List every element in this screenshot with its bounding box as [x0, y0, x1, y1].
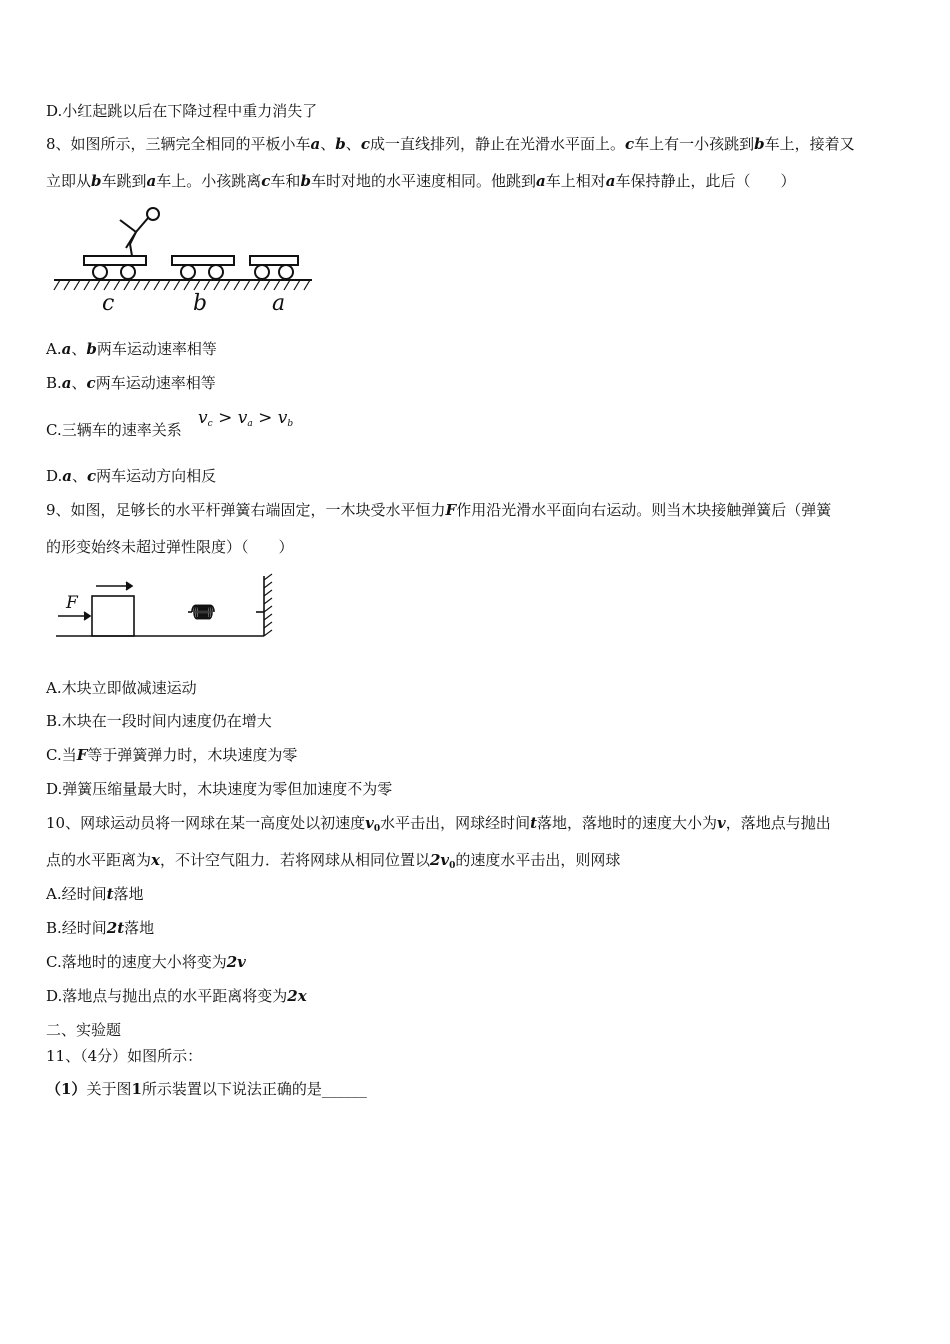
q8-option-c: C.三辆车的速率关系 [46, 421, 182, 439]
q8-stem-line2: 立即从b车跳到a车上。小孩跳离c车和b车时对地的水平速度相同。他跳到a车上相对a车保持静止，此后（ ） [46, 172, 796, 190]
q8-carts-figure [50, 200, 320, 320]
q10-option-c: C.落地时的速度大小将变为2v [46, 953, 246, 971]
section-title: 二、实验题 [46, 1021, 122, 1039]
q9-stem-line1: 9、如图，足够长的水平杆弹簧右端固定，一木块受水平恒力F作用沿光滑水平面向右运动。则当木块接触弹簧后（弹簧 [46, 501, 832, 519]
q10-option-b: B.经时间2t落地 [46, 919, 155, 937]
q9-option-c: C.当F等于弹簧弹力时，木块速度为零 [46, 746, 298, 764]
answer-blank[interactable]: ______ [321, 1080, 367, 1098]
q9-option-b: B.木块在一段时间内速度仍在增大 [46, 712, 272, 730]
q9-spring-figure [52, 572, 282, 652]
q8-option-a: A.a、b两车运动速率相等 [46, 340, 217, 358]
q10-stem-line2: 点的水平距离为x，不计空气阻力．若将网球从相同位置以$2v_0$的速度水平击出，则网球 [46, 851, 621, 871]
q8-option-b: B.a、c两车运动速率相等 [46, 374, 216, 392]
q8-option-c-expression: $v_c > v_a > v_b$ [198, 408, 294, 429]
q8-option-d: D.a、c两车运动方向相反 [46, 467, 217, 485]
q9-stem-line2: 的形变始终未超过弹性限度）（ ） [46, 538, 294, 556]
q10-option-a: A.经时间t落地 [46, 885, 144, 903]
q7-option-d: D.小红起跳以后在下降过程中重力消失了 [46, 102, 318, 120]
q9-force-label: F [66, 593, 78, 613]
q11-stem: 11、（4分）如图所示： [46, 1047, 203, 1065]
q11-sub1: （1）关于图1所示装置以下说法正确的是______ [46, 1080, 367, 1098]
q8-label-b: b [193, 291, 208, 316]
q10-stem-line1: 10、网球运动员将一网球在某一高度处以初速度$v_0$水平击出，网球经时间t落地，落地时的速度大小为v，落地点与抛出 [46, 814, 831, 834]
q8-stem-line1: 8、如图所示，三辆完全相同的平板小车a、b、c成一直线排列，静止在光滑水平面上。c车上有一小孩跳到b车上，接着又 [46, 135, 855, 153]
q9-option-a: A.木块立即做减速运动 [46, 679, 197, 697]
q9-option-d: D.弹簧压缩量最大时，木块速度为零但加速度不为零 [46, 780, 393, 798]
q10-option-d: D.落地点与抛出点的水平距离将变为2x [46, 987, 307, 1005]
q8-label-c: c [102, 291, 115, 316]
q8-label-a: a [272, 291, 286, 316]
